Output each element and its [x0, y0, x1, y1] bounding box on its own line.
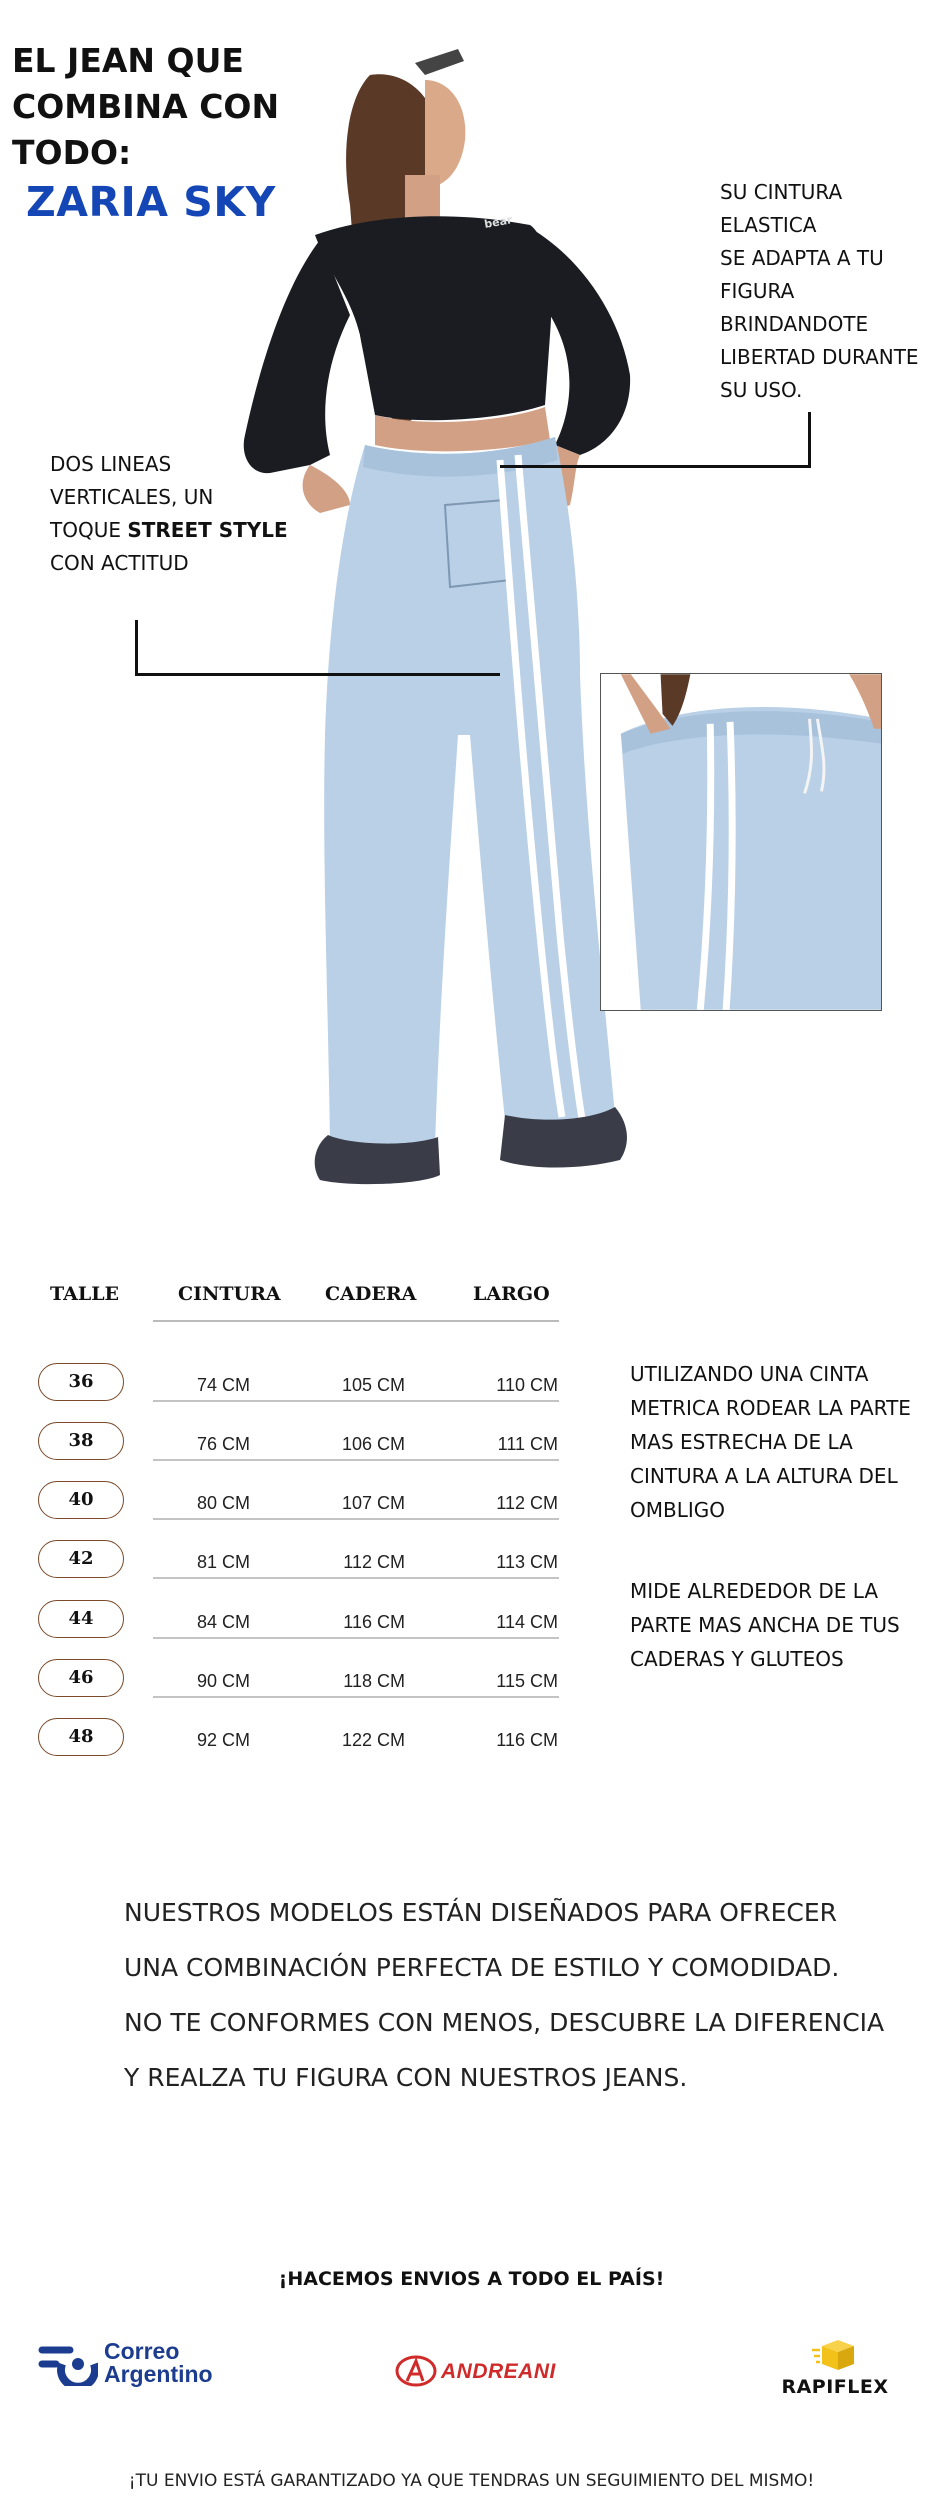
size-pill: 48 [38, 1718, 124, 1756]
stripes-leader-horizontal [135, 673, 500, 676]
title-line: EL JEAN QUE [12, 41, 244, 80]
rapiflex-box-icon [812, 2336, 858, 2374]
shipping-title: ¡HACEMOS ENVIOS A TODO EL PAÍS! [278, 2268, 665, 2290]
rapiflex-logo [770, 2336, 900, 2402]
cell-largo: 111 CM [497, 1434, 558, 1454]
title-line: TODO: [12, 133, 132, 172]
annotation-line: FIGURA [720, 279, 795, 303]
table-row [0, 1540, 600, 1584]
header-cadera: CADERA [325, 1283, 417, 1305]
stripes-annotation [50, 448, 290, 580]
size-pill: 42 [38, 1540, 124, 1578]
cell-largo: 115 CM [496, 1671, 558, 1691]
logo-text: Argentino [104, 2361, 213, 2387]
row-divider [153, 1577, 559, 1579]
size-pill: 38 [38, 1422, 124, 1460]
promo-line: NO TE CONFORMES CON MENOS, DESCUBRE LA DIFERENCIA [124, 2008, 885, 2037]
table-row [0, 1718, 600, 1762]
size-pill: 40 [38, 1481, 124, 1519]
annotation-line: LIBERTAD DURANTE [720, 345, 919, 369]
cell-cadera: 116 CM [343, 1612, 405, 1632]
cell-cintura: 84 CM [196, 1612, 250, 1632]
logo-text: ANDREANI [441, 2360, 556, 2383]
cell-cadera: 106 CM [341, 1434, 405, 1454]
annotation-bold: STREET STYLE [127, 518, 288, 542]
table-row [0, 1422, 600, 1466]
table-row [0, 1481, 600, 1525]
table-row [0, 1600, 600, 1644]
annotation-line: SU USO. [720, 378, 803, 402]
logo-text: RAPIFLEX [781, 2376, 889, 2398]
cell-largo: 116 CM [496, 1730, 558, 1750]
cell-cintura: 74 CM [196, 1375, 250, 1395]
instruction-line: MIDE ALREDEDOR DE LA [630, 1579, 879, 1603]
correo-argentino-logo [36, 2334, 236, 2390]
annotation-text: TOQUE [50, 518, 128, 542]
logo-text: Correo [104, 2338, 180, 2364]
cell-largo: 113 CM [496, 1552, 558, 1572]
header-cintura: CINTURA [178, 1283, 281, 1305]
cell-cintura: 80 CM [196, 1493, 250, 1513]
cell-cintura: 81 CM [196, 1552, 250, 1572]
waist-leader-horizontal [500, 465, 811, 468]
annotation-line [50, 514, 290, 547]
correo-argentino-icon [36, 2342, 98, 2386]
cell-cintura: 76 CM [196, 1434, 250, 1454]
cell-cintura: 90 CM [196, 1671, 250, 1691]
table-row [0, 1363, 600, 1407]
cell-cadera: 118 CM [343, 1671, 405, 1691]
annotation-line: SU CINTURA ELASTICA [720, 180, 843, 237]
cell-largo: 110 CM [496, 1375, 558, 1395]
cell-cadera: 112 CM [343, 1552, 405, 1572]
cell-cadera: 122 CM [341, 1730, 405, 1750]
annotation-line: SE ADAPTA A TU [720, 246, 884, 270]
svg-text:bear: bear [483, 213, 514, 231]
waist-measure-instructions [630, 1357, 930, 1527]
annotation-line: VERTICALES, UN [50, 485, 214, 509]
size-pill: 46 [38, 1659, 124, 1697]
correo-argentino-wordmark [104, 2340, 213, 2386]
annotation-line: BRINDANDOTE [720, 312, 869, 336]
cell-largo: 114 CM [496, 1612, 558, 1632]
promo-text [124, 1885, 904, 2105]
instruction-line: OMBLIGO [630, 1498, 725, 1522]
hip-measure-instructions [630, 1574, 930, 1676]
instruction-line: MAS ESTRECHA DE LA [630, 1430, 853, 1454]
instruction-line: CADERAS Y GLUTEOS [630, 1647, 844, 1671]
cell-cintura: 92 CM [196, 1730, 250, 1750]
andreani-logo [395, 2350, 570, 2390]
header-largo: LARGO [473, 1283, 550, 1305]
instruction-line: CINTURA A LA ALTURA DEL [630, 1464, 898, 1488]
waist-annotation [720, 176, 935, 407]
instruction-line: UTILIZANDO UNA CINTA [630, 1362, 869, 1386]
stripes-leader-vertical [135, 620, 138, 676]
cell-largo: 112 CM [496, 1493, 558, 1513]
size-pill: 36 [38, 1363, 124, 1401]
annotation-line: DOS LINEAS [50, 452, 172, 476]
cell-cadera: 105 CM [341, 1375, 405, 1395]
row-divider [153, 1696, 559, 1698]
promo-line: UNA COMBINACIÓN PERFECTA DE ESTILO Y COMODIDAD. [124, 1953, 840, 1982]
promo-line: Y REALZA TU FIGURA CON NUESTROS JEANS. [124, 2063, 688, 2092]
row-divider [153, 1518, 559, 1520]
annotation-line: CON ACTITUD [50, 551, 189, 575]
instruction-line: METRICA RODEAR LA PARTE [630, 1396, 911, 1420]
header-divider [153, 1320, 559, 1322]
cell-cadera: 107 CM [341, 1493, 405, 1513]
size-pill: 44 [38, 1600, 124, 1638]
waist-leader-vertical [808, 412, 811, 468]
row-divider [153, 1459, 559, 1461]
footer-note: ¡TU ENVIO ESTÁ GARANTIZADO YA QUE TENDRAS UN SEGUIMIENTO DEL MISMO! [128, 2471, 815, 2491]
header-talle: TALLE [50, 1283, 120, 1305]
table-row [0, 1659, 600, 1703]
product-name: ZARIA SKY [26, 178, 276, 226]
title-line: COMBINA CON [12, 87, 280, 126]
instruction-line: PARTE MAS ANCHA DE TUS [630, 1613, 900, 1637]
promo-line: NUESTROS MODELOS ESTÁN DISEÑADOS PARA OFRECER [124, 1898, 838, 1927]
andreani-icon [395, 2354, 437, 2388]
detail-photo [600, 673, 882, 1011]
row-divider [153, 1400, 559, 1402]
model-photo [200, 35, 700, 1215]
row-divider [153, 1637, 559, 1639]
